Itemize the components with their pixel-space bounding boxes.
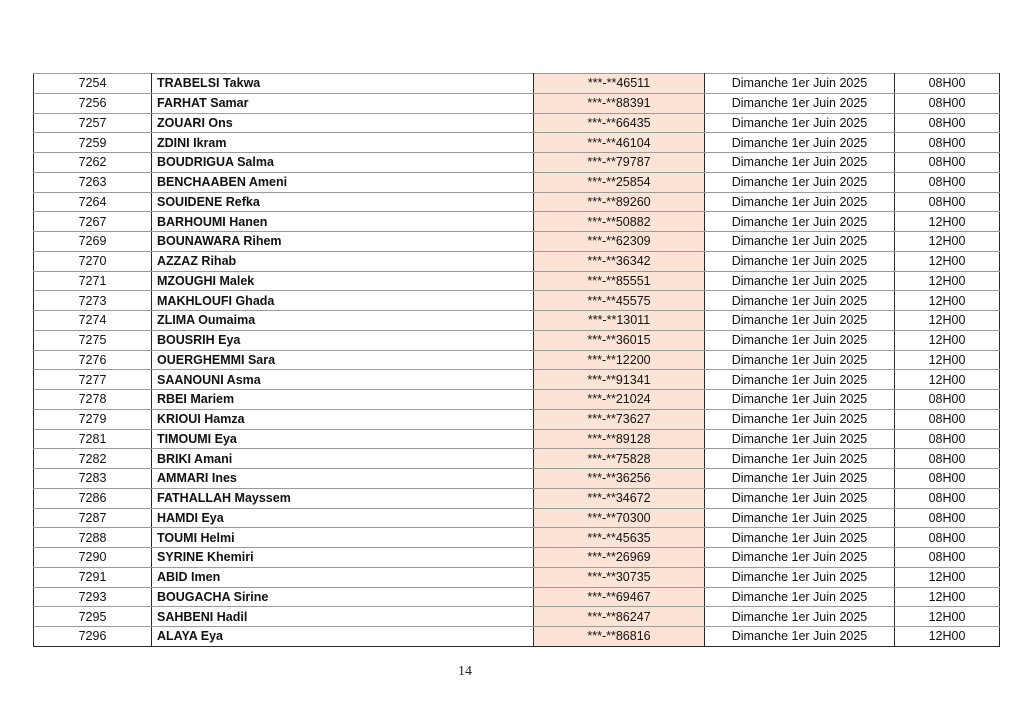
exam-time-cell: 08H00 [895,133,1000,153]
exam-time-cell: 08H00 [895,390,1000,410]
page-number: 14 [458,664,472,679]
candidate-number-cell: 7256 [34,93,152,113]
table-row [34,488,1000,508]
candidate-name-cell: RBEI Mariem [152,390,534,410]
exam-time-cell: 08H00 [895,449,1000,469]
masked-id-cell: ***-**50882 [534,212,705,232]
exam-date-cell: Dimanche 1er Juin 2025 [705,488,895,508]
masked-id-cell: ***-**75828 [534,449,705,469]
candidate-number-cell: 7254 [34,74,152,94]
exam-time-cell: 12H00 [895,370,1000,390]
exam-date-cell: Dimanche 1er Juin 2025 [705,311,895,331]
masked-id-cell: ***-**36256 [534,469,705,489]
candidate-name-cell: BENCHAABEN Ameni [152,172,534,192]
candidate-number-cell: 7259 [34,133,152,153]
masked-id-cell: ***-**46104 [534,133,705,153]
candidate-name-cell: BOUDRIGUA Salma [152,153,534,173]
candidate-name-cell: BOUGACHA Sirine [152,587,534,607]
candidate-name-cell: BOUSRIH Eya [152,330,534,350]
candidate-number-cell: 7282 [34,449,152,469]
exam-time-cell: 12H00 [895,212,1000,232]
masked-id-cell: ***-**70300 [534,508,705,528]
table-row [34,251,1000,271]
exam-date-cell: Dimanche 1er Juin 2025 [705,153,895,173]
exam-date-cell: Dimanche 1er Juin 2025 [705,587,895,607]
table-row [34,548,1000,568]
exam-time-cell: 12H00 [895,232,1000,252]
table-row [34,469,1000,489]
masked-id-cell: ***-**45635 [534,528,705,548]
masked-id-cell: ***-**66435 [534,113,705,133]
exam-time-cell: 12H00 [895,251,1000,271]
exam-time-cell: 12H00 [895,627,1000,647]
table-row [34,370,1000,390]
exam-date-cell: Dimanche 1er Juin 2025 [705,429,895,449]
candidate-name-cell: BRIKI Amani [152,449,534,469]
exam-date-cell: Dimanche 1er Juin 2025 [705,232,895,252]
exam-date-cell: Dimanche 1er Juin 2025 [705,133,895,153]
candidate-name-cell: FATHALLAH Mayssem [152,488,534,508]
candidate-number-cell: 7293 [34,587,152,607]
exam-time-cell: 08H00 [895,153,1000,173]
table-row [34,449,1000,469]
exam-time-cell: 08H00 [895,93,1000,113]
table-row [34,291,1000,311]
candidate-number-cell: 7279 [34,409,152,429]
candidate-number-cell: 7275 [34,330,152,350]
masked-id-cell: ***-**86247 [534,607,705,627]
table-row [34,627,1000,647]
exam-date-cell: Dimanche 1er Juin 2025 [705,508,895,528]
exam-date-cell: Dimanche 1er Juin 2025 [705,172,895,192]
exam-date-cell: Dimanche 1er Juin 2025 [705,271,895,291]
masked-id-cell: ***-**13011 [534,311,705,331]
table-row [34,192,1000,212]
exam-time-cell: 12H00 [895,607,1000,627]
exam-date-cell: Dimanche 1er Juin 2025 [705,567,895,587]
candidate-name-cell: ZLIMA Oumaima [152,311,534,331]
candidate-number-cell: 7281 [34,429,152,449]
exam-date-cell: Dimanche 1er Juin 2025 [705,528,895,548]
candidate-name-cell: MZOUGHI Malek [152,271,534,291]
exam-time-cell: 08H00 [895,429,1000,449]
exam-time-cell: 08H00 [895,192,1000,212]
exam-date-cell: Dimanche 1er Juin 2025 [705,212,895,232]
masked-id-cell: ***-**21024 [534,390,705,410]
table-row [34,133,1000,153]
masked-id-cell: ***-**34672 [534,488,705,508]
exam-time-cell: 12H00 [895,271,1000,291]
candidate-number-cell: 7295 [34,607,152,627]
candidate-name-cell: SAANOUNI Asma [152,370,534,390]
table-row [34,232,1000,252]
masked-id-cell: ***-**36342 [534,251,705,271]
candidate-name-cell: ZDINI Ikram [152,133,534,153]
masked-id-cell: ***-**91341 [534,370,705,390]
table-row [34,508,1000,528]
table-row [34,271,1000,291]
exam-time-cell: 08H00 [895,409,1000,429]
candidate-name-cell: AZZAZ Rihab [152,251,534,271]
exam-time-cell: 12H00 [895,311,1000,331]
exam-time-cell: 08H00 [895,113,1000,133]
exam-time-cell: 08H00 [895,172,1000,192]
candidate-name-cell: FARHAT Samar [152,93,534,113]
table-row [34,429,1000,449]
candidate-name-cell: SYRINE Khemiri [152,548,534,568]
masked-id-cell: ***-**85551 [534,271,705,291]
table-body [34,74,1000,647]
candidate-name-cell: SAHBENI Hadil [152,607,534,627]
exam-time-cell: 12H00 [895,330,1000,350]
exam-date-cell: Dimanche 1er Juin 2025 [705,469,895,489]
table-row [34,74,1000,94]
table-row [34,587,1000,607]
candidate-number-cell: 7290 [34,548,152,568]
table-row [34,93,1000,113]
masked-id-cell: ***-**79787 [534,153,705,173]
candidate-number-cell: 7271 [34,271,152,291]
exam-time-cell: 12H00 [895,567,1000,587]
exam-date-cell: Dimanche 1er Juin 2025 [705,192,895,212]
exam-date-cell: Dimanche 1er Juin 2025 [705,113,895,133]
masked-id-cell: ***-**88391 [534,93,705,113]
exam-date-cell: Dimanche 1er Juin 2025 [705,449,895,469]
candidate-name-cell: MAKHLOUFI Ghada [152,291,534,311]
exam-date-cell: Dimanche 1er Juin 2025 [705,548,895,568]
exam-time-cell: 08H00 [895,74,1000,94]
candidate-number-cell: 7296 [34,627,152,647]
exam-time-cell: 12H00 [895,291,1000,311]
exam-date-cell: Dimanche 1er Juin 2025 [705,409,895,429]
table-row [34,153,1000,173]
masked-id-cell: ***-**73627 [534,409,705,429]
candidate-name-cell: BARHOUMI Hanen [152,212,534,232]
candidate-name-cell: SOUIDENE Refka [152,192,534,212]
candidate-name-cell: KRIOUI Hamza [152,409,534,429]
candidate-number-cell: 7269 [34,232,152,252]
exam-date-cell: Dimanche 1er Juin 2025 [705,93,895,113]
table-row [34,311,1000,331]
table-row [34,409,1000,429]
exam-time-cell: 08H00 [895,469,1000,489]
masked-id-cell: ***-**36015 [534,330,705,350]
candidate-number-cell: 7291 [34,567,152,587]
candidate-name-cell: OUERGHEMMI Sara [152,350,534,370]
candidate-number-cell: 7288 [34,528,152,548]
exam-time-cell: 12H00 [895,587,1000,607]
exam-date-cell: Dimanche 1er Juin 2025 [705,390,895,410]
exam-date-cell: Dimanche 1er Juin 2025 [705,251,895,271]
table-row [34,567,1000,587]
candidate-name-cell: ABID Imen [152,567,534,587]
exam-date-cell: Dimanche 1er Juin 2025 [705,74,895,94]
candidate-number-cell: 7270 [34,251,152,271]
masked-id-cell: ***-**89128 [534,429,705,449]
table-row [34,350,1000,370]
candidate-name-cell: ZOUARI Ons [152,113,534,133]
candidate-name-cell: TRABELSI Takwa [152,74,534,94]
candidate-number-cell: 7287 [34,508,152,528]
exam-date-cell: Dimanche 1er Juin 2025 [705,627,895,647]
candidate-schedule-table [33,73,1000,647]
candidate-name-cell: HAMDI Eya [152,508,534,528]
candidate-name-cell: AMMARI Ines [152,469,534,489]
exam-time-cell: 08H00 [895,508,1000,528]
exam-time-cell: 08H00 [895,548,1000,568]
exam-date-cell: Dimanche 1er Juin 2025 [705,607,895,627]
candidate-name-cell: ALAYA Eya [152,627,534,647]
masked-id-cell: ***-**69467 [534,587,705,607]
exam-time-cell: 08H00 [895,488,1000,508]
candidate-number-cell: 7283 [34,469,152,489]
masked-id-cell: ***-**62309 [534,232,705,252]
candidate-number-cell: 7277 [34,370,152,390]
candidate-number-cell: 7276 [34,350,152,370]
table-row [34,172,1000,192]
masked-id-cell: ***-**89260 [534,192,705,212]
candidate-name-cell: TOUMI Helmi [152,528,534,548]
masked-id-cell: ***-**30735 [534,567,705,587]
candidate-number-cell: 7286 [34,488,152,508]
masked-id-cell: ***-**45575 [534,291,705,311]
masked-id-cell: ***-**12200 [534,350,705,370]
table-row [34,212,1000,232]
exam-date-cell: Dimanche 1er Juin 2025 [705,330,895,350]
candidate-number-cell: 7267 [34,212,152,232]
candidate-number-cell: 7278 [34,390,152,410]
exam-date-cell: Dimanche 1er Juin 2025 [705,350,895,370]
candidate-name-cell: TIMOUMI Eya [152,429,534,449]
masked-id-cell: ***-**46511 [534,74,705,94]
candidate-number-cell: 7274 [34,311,152,331]
table-row [34,390,1000,410]
table-row [34,330,1000,350]
exam-date-cell: Dimanche 1er Juin 2025 [705,370,895,390]
candidate-number-cell: 7273 [34,291,152,311]
masked-id-cell: ***-**25854 [534,172,705,192]
candidate-name-cell: BOUNAWARA Rihem [152,232,534,252]
exam-time-cell: 12H00 [895,350,1000,370]
candidate-number-cell: 7263 [34,172,152,192]
table-row [34,528,1000,548]
table-row [34,607,1000,627]
masked-id-cell: ***-**86816 [534,627,705,647]
masked-id-cell: ***-**26969 [534,548,705,568]
exam-time-cell: 08H00 [895,528,1000,548]
candidate-number-cell: 7262 [34,153,152,173]
candidate-number-cell: 7264 [34,192,152,212]
table-row [34,113,1000,133]
candidate-number-cell: 7257 [34,113,152,133]
exam-date-cell: Dimanche 1er Juin 2025 [705,291,895,311]
